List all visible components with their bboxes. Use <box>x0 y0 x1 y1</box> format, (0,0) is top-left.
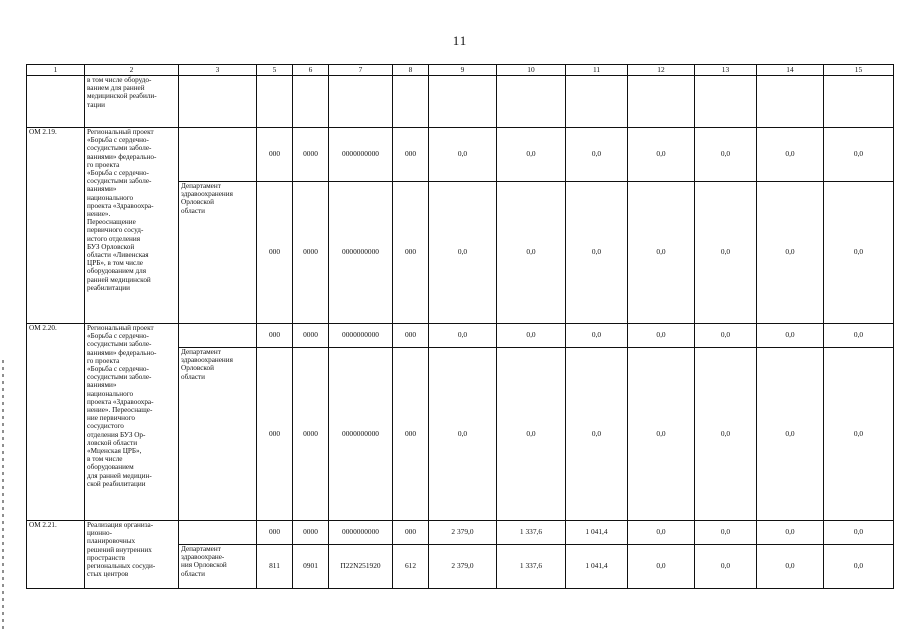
value-cell: 0,0 <box>566 128 628 182</box>
value-cell: 0,0 <box>566 348 628 521</box>
value-cell: 0,0 <box>566 324 628 348</box>
value-cell: 0,0 <box>824 324 894 348</box>
value-cell: 0,0 <box>628 521 695 545</box>
page-number: 11 <box>452 33 468 48</box>
value-cell: 0,0 <box>497 348 566 521</box>
budget-table <box>26 64 894 589</box>
value-cell: 000 <box>393 128 429 182</box>
value-cell: 0,0 <box>429 348 497 521</box>
value-cell: 0,0 <box>429 182 497 324</box>
activity-name: Реализация организа- ционно- планировочных решений внутренних пространств региональных сосуди- стых центров <box>85 521 179 589</box>
header-cell: 7 <box>329 65 393 76</box>
value-cell: 0,0 <box>695 182 757 324</box>
value-cell: 0,0 <box>628 182 695 324</box>
department-name: Департамент здравоохранения Орловской области <box>179 348 257 521</box>
activity-name: Региональный проект «Борьба с сердечно- сосудистыми заболе- ваниями» федерально- го проекта «Борьба с сердечно- сосудистыми заболе- ваниями» национального проекта «Здравоохра- нение». Переоснащение первичного сосуд- истого отделения БУЗ Орловской области «Ливенская ЦРБ», в том числе оборудованием для ранней медицинской реабилитации <box>85 128 179 324</box>
value-cell: 0000 <box>293 324 329 348</box>
header-cell: 8 <box>393 65 429 76</box>
header-cell: 11 <box>566 65 628 76</box>
value-cell: 0000 <box>293 348 329 521</box>
value-cell: 0000 <box>293 182 329 324</box>
activity-code: ОМ 2.19. <box>27 128 85 324</box>
header-cell: 15 <box>824 65 894 76</box>
value-cell: 0,0 <box>824 545 894 589</box>
value-cell: П22N251920 <box>329 545 393 589</box>
value-cell: 000 <box>393 182 429 324</box>
header-cell: 1 <box>27 65 85 76</box>
value-cell: 0,0 <box>628 128 695 182</box>
value-cell: 1 041,4 <box>566 521 628 545</box>
table-row <box>27 521 894 545</box>
header-cell: 12 <box>628 65 695 76</box>
activity-name: в том числе оборудо- ванием для ранней медицинской реабили- тации <box>85 76 179 128</box>
header-cell: 9 <box>429 65 497 76</box>
value-cell: 0000000000 <box>329 128 393 182</box>
value-cell: 0,0 <box>566 182 628 324</box>
value-cell: 0,0 <box>757 521 824 545</box>
header-row <box>27 65 894 76</box>
value-cell: 0,0 <box>695 128 757 182</box>
value-cell: 000 <box>257 348 293 521</box>
value-cell: 000 <box>257 521 293 545</box>
header-cell: 10 <box>497 65 566 76</box>
value-cell: 000 <box>393 324 429 348</box>
header-cell: 5 <box>257 65 293 76</box>
value-cell: 0,0 <box>824 182 894 324</box>
value-cell: 2 379,0 <box>429 545 497 589</box>
value-cell: 0,0 <box>497 324 566 348</box>
activity-code: ОМ 2.20. <box>27 324 85 521</box>
value-cell: 0,0 <box>497 182 566 324</box>
value-cell: 0,0 <box>695 324 757 348</box>
value-cell: 0,0 <box>757 128 824 182</box>
value-cell: 0,0 <box>429 324 497 348</box>
value-cell: 2 379,0 <box>429 521 497 545</box>
table-row <box>27 128 894 182</box>
value-cell: 0,0 <box>757 182 824 324</box>
value-cell: 0000000000 <box>329 348 393 521</box>
department-name: Департамент здравоохранения Орловской области <box>179 182 257 324</box>
value-cell: 0000 <box>293 521 329 545</box>
value-cell: 0,0 <box>628 545 695 589</box>
value-cell: 1 337,6 <box>497 545 566 589</box>
value-cell: 0,0 <box>497 128 566 182</box>
value-cell: 000 <box>393 348 429 521</box>
value-cell: 0,0 <box>757 348 824 521</box>
scan-margin-mark <box>2 360 4 630</box>
value-cell: 0,0 <box>757 545 824 589</box>
header-cell: 2 <box>85 65 179 76</box>
value-cell: 0,0 <box>757 324 824 348</box>
header-cell: 3 <box>179 65 257 76</box>
value-cell: 000 <box>393 521 429 545</box>
department-name: Департамент здравоохране- ния Орловской области <box>179 545 257 589</box>
value-cell: 000 <box>257 324 293 348</box>
table-row <box>27 76 894 128</box>
value-cell: 1 041,4 <box>566 545 628 589</box>
table-row <box>27 324 894 348</box>
value-cell: 0,0 <box>824 128 894 182</box>
header-cell: 13 <box>695 65 757 76</box>
value-cell: 0,0 <box>824 521 894 545</box>
activity-code: ОМ 2.21. <box>27 521 85 589</box>
value-cell: 0000000000 <box>329 521 393 545</box>
value-cell: 0,0 <box>695 521 757 545</box>
value-cell: 0,0 <box>695 348 757 521</box>
activity-name: Региональный проект «Борьба с сердечно- сосудистыми заболе- ваниями» федерально- го проекта «Борьба с сердечно- сосудистыми заболе- ваниями» национального проекта «Здравоохра- нение». Переоснаще- ние первичного сосудистого отделения БУЗ Ор- ловской области «Мценская ЦРБ», в том числе оборудованием для ранней медицин- ской реабилитации <box>85 324 179 521</box>
value-cell: 0000 <box>293 128 329 182</box>
value-cell: 000 <box>257 182 293 324</box>
value-cell: 0,0 <box>628 324 695 348</box>
value-cell: 0901 <box>293 545 329 589</box>
value-cell: 1 337,6 <box>497 521 566 545</box>
value-cell: 0,0 <box>824 348 894 521</box>
value-cell: 0,0 <box>429 128 497 182</box>
value-cell: 0000000000 <box>329 182 393 324</box>
value-cell: 811 <box>257 545 293 589</box>
value-cell: 612 <box>393 545 429 589</box>
value-cell: 0,0 <box>628 348 695 521</box>
value-cell: 0,0 <box>695 545 757 589</box>
value-cell: 0000000000 <box>329 324 393 348</box>
value-cell: 000 <box>257 128 293 182</box>
header-cell: 14 <box>757 65 824 76</box>
header-cell: 6 <box>293 65 329 76</box>
